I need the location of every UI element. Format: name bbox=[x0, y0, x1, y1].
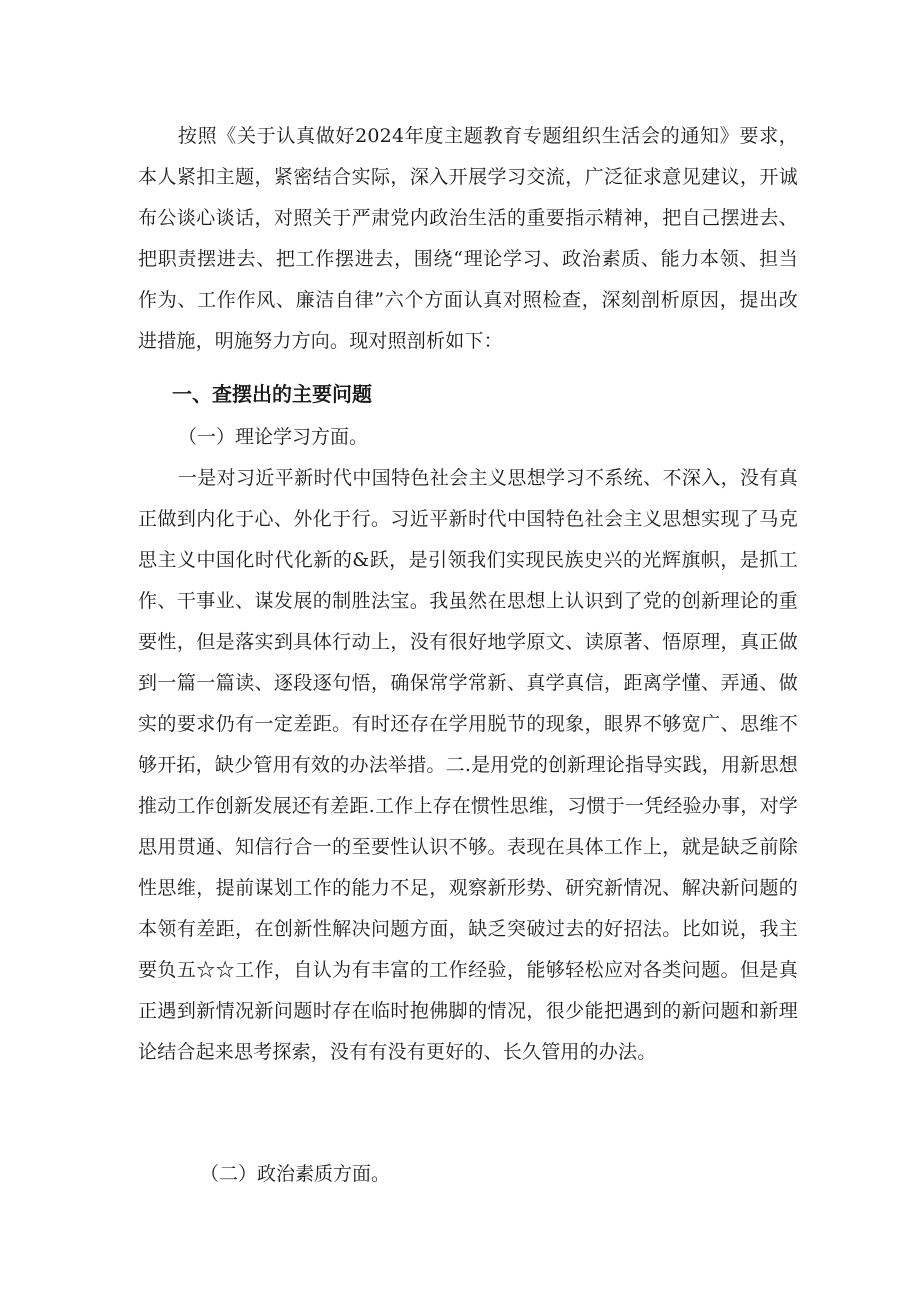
subsection-heading-politics: （二）政治素质方面。 bbox=[200, 1163, 391, 1185]
intro-paragraph: 按照《关于认真做好2024年度主题教育专题组织生活会的通知》要求，本人紧扣主题，紧密结合实际，深入开展学习交流，广泛征求意见建议，开诚布公谈心谈话，对照关于严肃党内政治生活的重要指示精神，把自己摆进去、把职责摆进去、把工作摆进去，围绕“理论学习、政治素质、能力本领、担当作为、工作作风、廉洁自律”六个方面认真对照检查，深刻剖析原因，提出改进措施，明施努力方向。现对照剖析如下： bbox=[138, 125, 798, 352]
body-paragraph: 一是对习近平新时代中国特色社会主义思想学习不系统、不深入，没有真正做到内化于心、外化于行。习近平新时代中国特色社会主义思想实现了马克思主义中国化时代化新的&跃，是引领我们实现民族史兴的光辉旗帜，是抓工作、干事业、谋发展的制胜法宝。我虽然在思想上认识到了党的创新理论的重要性，但是落实到具体行动上，没有很好地学原文、读原著、悟原理，真正做到一篇一篇读、逐段逐句悟，确保常学常新、真学真信，距离学懂、弄通、做实的要求仍有一定差距。有时还存在学用脱节的现象，眼界不够宽广、思维不够开拓，缺少管用有效的办法举措。二.是用党的创新理论指导实践，用新思想推动工作创新发展还有差距.工作上存在惯性思维，习惯于一凭经验办事，对学思用贯通、知信行合一的至要性认识不够。表现在具体工作上，就是缺乏前除性思维，提前谋划工作的能力不足，观察新形势、研究新情况、解决新问题的本领有差距，在创新性解决问题方面，缺乏突破过去的好招法。比如说，我主要负五☆☆工作，自认为有丰富的工作经验，能够轻松应对各类问题。但是真正遇到新情况新问题时存在临时抱佛脚的情况，很少能把遇到的新问题和新理论结合起来思考探索，没有有没有更好的、长久管用的办法。 bbox=[138, 467, 798, 1063]
section-heading: 一、查摆出的主要问题 bbox=[172, 382, 372, 406]
subsection-heading-theory: （一）理论学习方面。 bbox=[178, 426, 369, 448]
